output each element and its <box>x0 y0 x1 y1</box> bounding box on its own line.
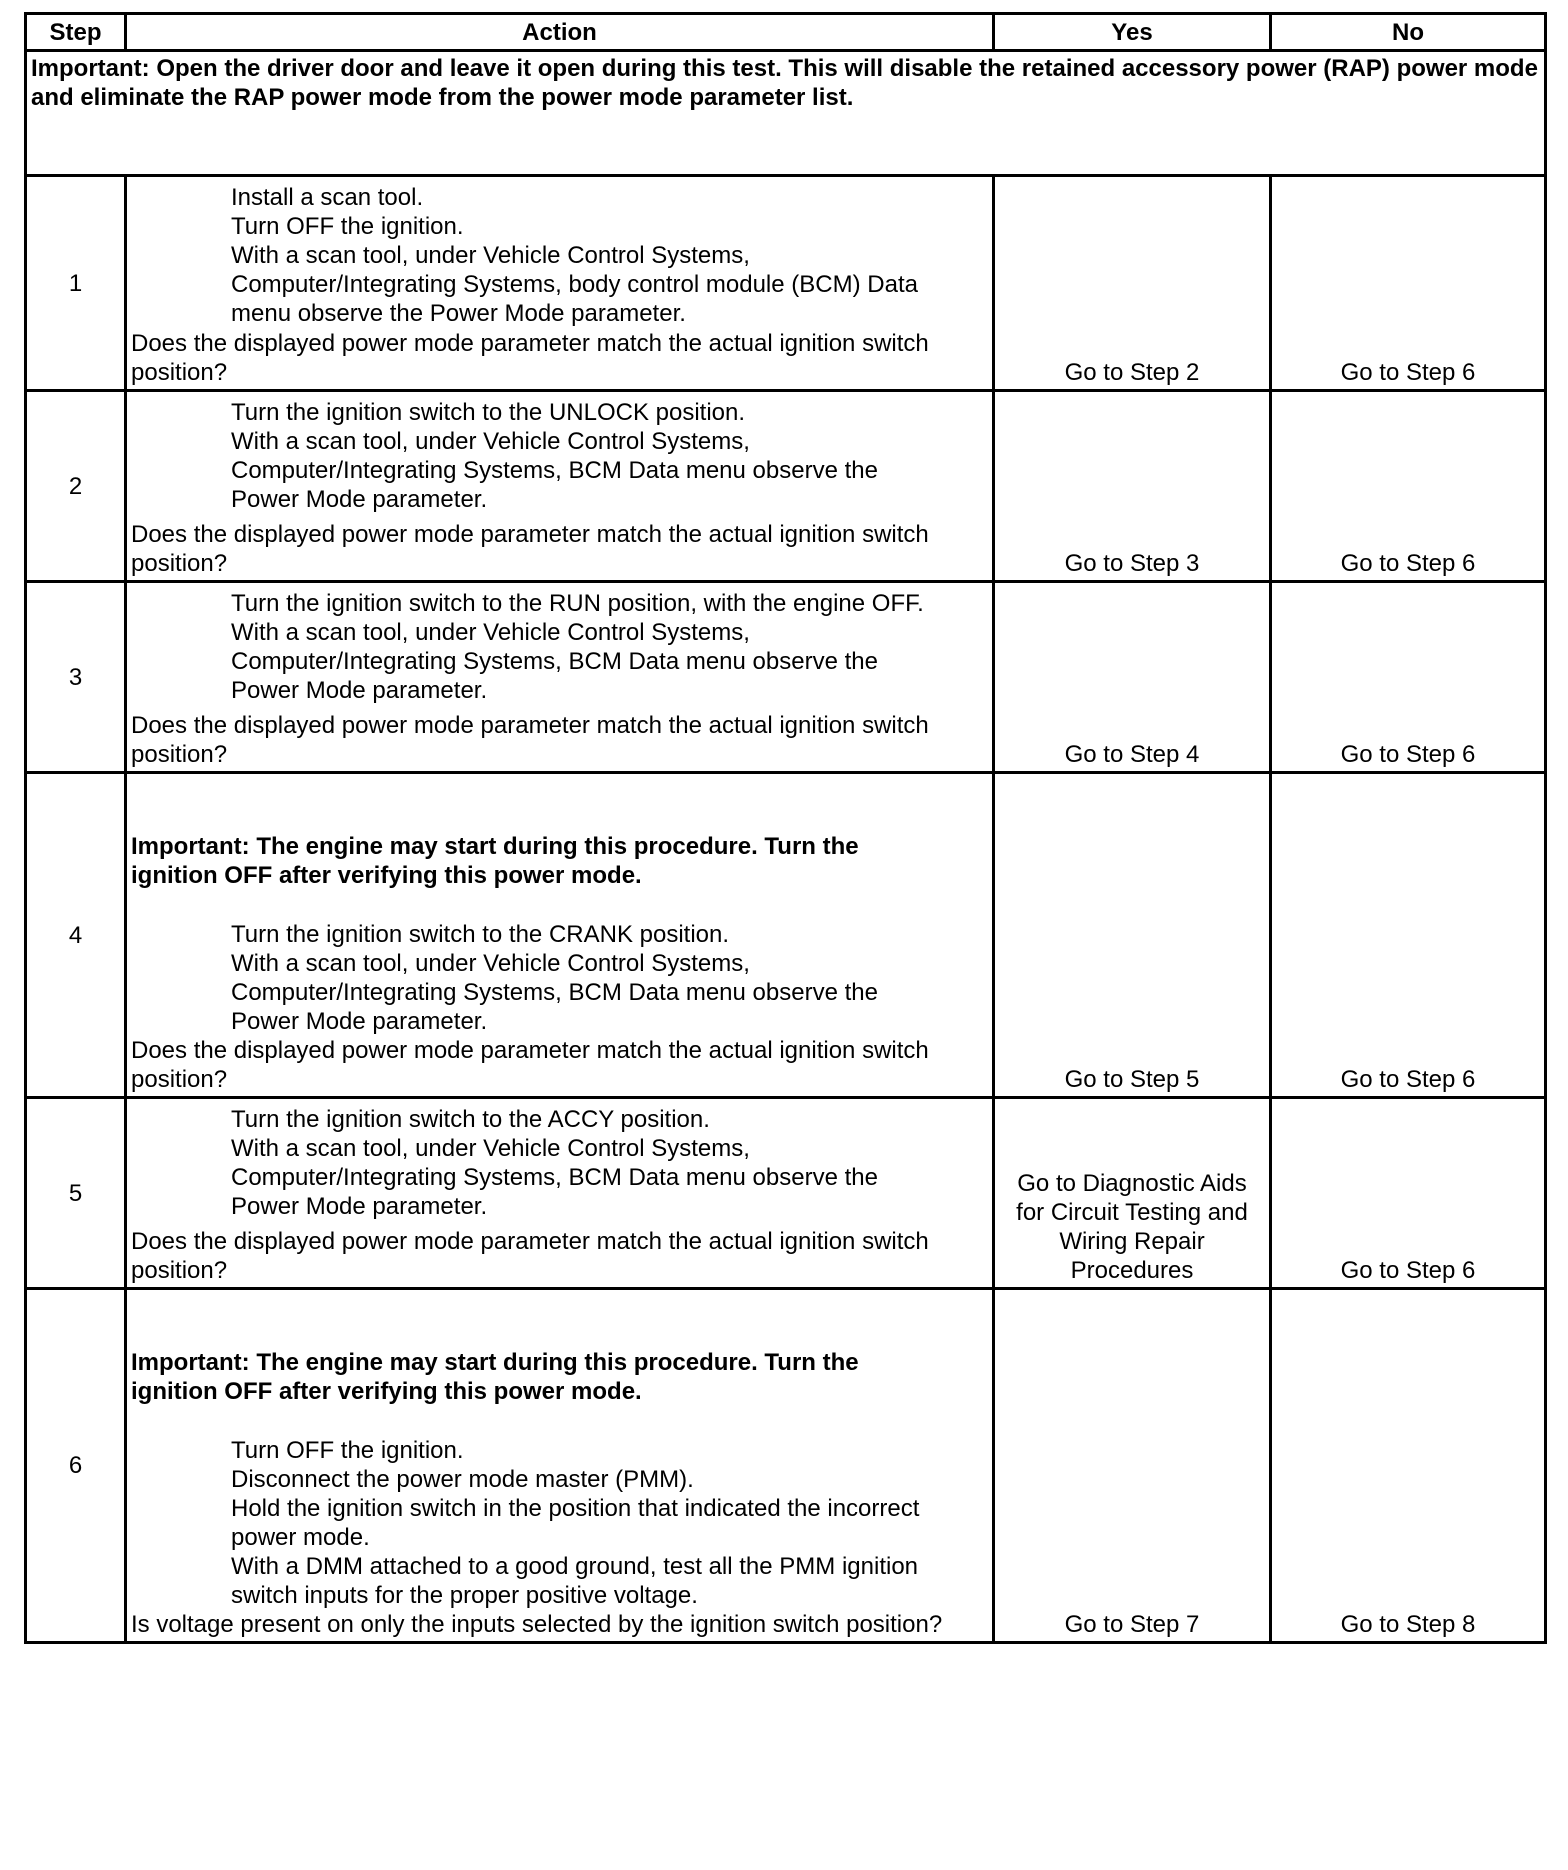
step-no-result: Go to Step 8 <box>1271 1289 1546 1643</box>
step-instructions <box>131 398 988 514</box>
step-number: 6 <box>26 1289 126 1643</box>
instruction-line: switch inputs for the proper positive voltage. <box>231 1582 698 1609</box>
step-action <box>126 773 994 1098</box>
diagnostic-table <box>24 12 1547 1644</box>
header-row <box>26 14 1546 51</box>
step-yes-result: Go to Step 7 <box>994 1289 1271 1643</box>
step-action <box>126 176 994 391</box>
step-question: Does the displayed power mode parameter match the actual ignition switch position? <box>131 330 929 386</box>
instruction-line: Computer/Integrating Systems, BCM Data menu observe the <box>231 1164 878 1191</box>
step-no-result: Go to Step 6 <box>1271 1098 1546 1289</box>
step-question: Is voltage present on only the inputs selected by the ignition switch position? <box>131 1611 943 1638</box>
instruction-line: Turn the ignition switch to the ACCY position. <box>231 1106 710 1133</box>
instruction-line: Turn the ignition switch to the CRANK position. <box>231 921 730 948</box>
header-yes: Yes <box>994 14 1271 51</box>
step-number: 4 <box>26 773 126 1098</box>
step-number: 2 <box>26 391 126 582</box>
instruction-line: With a scan tool, under Vehicle Control Systems, <box>231 950 750 977</box>
instruction-line: With a DMM attached to a good ground, test all the PMM ignition <box>231 1553 919 1580</box>
instruction-line: With a scan tool, under Vehicle Control Systems, <box>231 1135 750 1162</box>
step-action <box>126 391 994 582</box>
step-instructions <box>131 1436 988 1610</box>
instruction-line: Computer/Integrating Systems, body control module (BCM) Data <box>231 271 918 298</box>
step-action <box>126 582 994 773</box>
step-yes-result: Go to Step 2 <box>994 176 1271 391</box>
instruction-line: menu observe the Power Mode parameter. <box>231 300 686 327</box>
step-instructions <box>131 1105 988 1221</box>
step-row-2 <box>26 391 1546 582</box>
step-row-5 <box>26 1098 1546 1289</box>
step-yes-result: Go to Step 4 <box>994 582 1271 773</box>
step-action <box>126 1289 994 1643</box>
instruction-line: With a scan tool, under Vehicle Control Systems, <box>231 428 750 455</box>
step-question: Does the displayed power mode parameter match the actual ignition switch position? <box>131 521 929 577</box>
header-action: Action <box>126 14 994 51</box>
important-note: Important: Open the driver door and leave it open during this test. This will disable the retained accessory power (RAP) power mode and eliminate the RAP power mode from the power mode parameter list. <box>26 51 1546 176</box>
instruction-line: With a scan tool, under Vehicle Control Systems, <box>231 619 750 646</box>
step-no-result: Go to Step 6 <box>1271 582 1546 773</box>
step-no-result: Go to Step 6 <box>1271 391 1546 582</box>
instruction-line: power mode. <box>231 1524 370 1551</box>
step-question: Does the displayed power mode parameter match the actual ignition switch position? <box>131 712 929 768</box>
step-action <box>126 1098 994 1289</box>
step-question: Does the displayed power mode parameter match the actual ignition switch position? <box>131 1037 929 1093</box>
step-row-4 <box>26 773 1546 1098</box>
instruction-line: Disconnect the power mode master (PMM). <box>231 1466 694 1493</box>
step-number: 3 <box>26 582 126 773</box>
instruction-line: Computer/Integrating Systems, BCM Data menu observe the <box>231 648 878 675</box>
instruction-line: Turn the ignition switch to the RUN position, with the engine OFF. <box>231 590 924 617</box>
step-number: 5 <box>26 1098 126 1289</box>
important-note-row <box>26 51 1546 176</box>
instruction-line: Hold the ignition switch in the position that indicated the incorrect <box>231 1495 920 1522</box>
instruction-line: Power Mode parameter. <box>231 677 488 704</box>
step-instructions <box>131 183 988 328</box>
step-instructions <box>131 589 988 705</box>
step-row-6 <box>26 1289 1546 1643</box>
step-important-note: Important: The engine may start during this procedure. Turn the ignition OFF after verifying this power mode. <box>131 1349 859 1405</box>
header-no: No <box>1271 14 1546 51</box>
step-important-note: Important: The engine may start during this procedure. Turn the ignition OFF after verifying this power mode. <box>131 833 859 889</box>
instruction-line: Computer/Integrating Systems, BCM Data menu observe the <box>231 457 878 484</box>
step-yes-result: Go to Step 5 <box>994 773 1271 1098</box>
step-number: 1 <box>26 176 126 391</box>
instruction-line: Power Mode parameter. <box>231 1008 488 1035</box>
instruction-line: Turn OFF the ignition. <box>231 213 464 240</box>
instruction-line: Turn the ignition switch to the UNLOCK position. <box>231 399 746 426</box>
instruction-line: Power Mode parameter. <box>231 1193 488 1220</box>
header-step: Step <box>26 14 126 51</box>
step-yes-result: Go to Diagnostic Aids for Circuit Testing and Wiring Repair Procedures <box>994 1098 1271 1289</box>
step-no-result: Go to Step 6 <box>1271 176 1546 391</box>
step-no-result: Go to Step 6 <box>1271 773 1546 1098</box>
step-row-3 <box>26 582 1546 773</box>
step-instructions <box>131 920 988 1036</box>
instruction-line: With a scan tool, under Vehicle Control Systems, <box>231 242 750 269</box>
step-question: Does the displayed power mode parameter match the actual ignition switch position? <box>131 1228 929 1284</box>
instruction-line: Power Mode parameter. <box>231 486 488 513</box>
instruction-line: Install a scan tool. <box>231 184 424 211</box>
instruction-line: Computer/Integrating Systems, BCM Data menu observe the <box>231 979 878 1006</box>
instruction-line: Turn OFF the ignition. <box>231 1437 464 1464</box>
step-yes-result: Go to Step 3 <box>994 391 1271 582</box>
step-row-1 <box>26 176 1546 391</box>
